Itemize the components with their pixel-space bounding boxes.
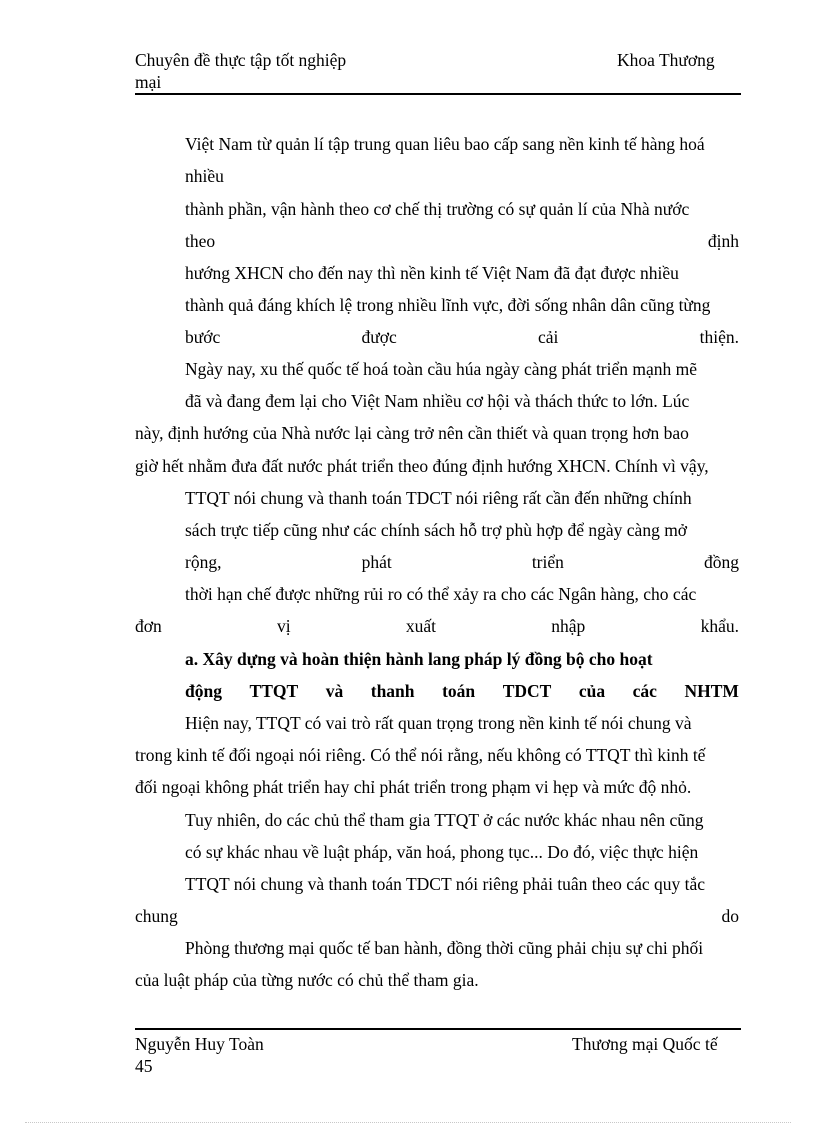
- word: vị: [277, 616, 291, 636]
- body-line-11: giờ hết nhằm đưa đất nước phát triển theo đúng định hướng XHCN. Chính vì vậy,: [135, 456, 709, 476]
- word: cải: [537, 327, 559, 347]
- word: động: [185, 681, 222, 701]
- body-line-18: trong kinh tế đối ngoại nói riêng. Có thể nói rằng, nếu không có TTQT thì kinh tế: [135, 745, 706, 765]
- body-line-8: Ngày nay, xu thế quốc tế hoá toàn cầu húa ngày càng phát triển mạnh mẽ: [185, 359, 698, 379]
- body-line-5: hướng XHCN cho đến nay thì nền kinh tế Việt Nam đã đạt được nhiều: [185, 263, 679, 283]
- word: xuất: [405, 616, 437, 636]
- body-line-9: đã và đang đem lại cho Việt Nam nhiều cơ hội và thách thức to lớn. Lúc: [185, 391, 690, 411]
- body-line-7: [185, 325, 739, 349]
- word: các: [632, 681, 657, 701]
- body-line-20: Tuy nhiên, do các chủ thể tham gia TTQT ở các nước khác nhau nên cũng: [185, 810, 704, 830]
- body-line-25: của luật pháp của từng nước có chủ thể tham gia.: [135, 970, 479, 990]
- body-line-10: này, định hướng của Nhà nước lại càng trở nên cần thiết và quan trọng hơn bao: [135, 423, 689, 443]
- word: TDCT: [502, 681, 552, 701]
- body-line-12: TTQT nói chung và thanh toán TDCT nói riêng rất cần đến những chính: [185, 488, 692, 508]
- body-line-14: [185, 550, 739, 574]
- footer-right: Thương mại Quốc tế: [572, 1034, 718, 1054]
- header-left-line2: mại: [135, 72, 162, 92]
- footer-rule: [135, 1028, 741, 1030]
- body-line-21: có sự khác nhau về luật pháp, văn hoá, phong tục... Do đó, việc thực hiện: [185, 842, 699, 862]
- body-line-2: nhiều: [185, 166, 224, 186]
- word: được: [361, 327, 397, 347]
- body-line-16: [135, 614, 739, 638]
- body-line-4: [185, 229, 739, 253]
- header-rule: [135, 93, 741, 95]
- word: TTQT: [249, 681, 299, 701]
- word: thanh: [370, 681, 415, 701]
- word: do: [721, 906, 739, 926]
- word: của: [578, 681, 606, 701]
- body-line-3: thành phần, vận hành theo cơ chế thị trường có sự quản lí của Nhà nước: [185, 199, 690, 219]
- word: bước: [185, 327, 221, 347]
- footer-page-number: 45: [135, 1056, 153, 1076]
- body-line-1: Việt Nam từ quản lí tập trung quan liêu bao cấp sang nền kinh tế hàng hoá: [185, 134, 705, 154]
- word: theo: [185, 231, 216, 251]
- header-right: Khoa Thương: [617, 50, 715, 70]
- section-heading-line-2: [185, 679, 739, 703]
- body-line-6: thành quả đáng khích lệ trong nhiều lĩnh vực, đời sống nhân dân cũng từng: [185, 295, 711, 315]
- word: đồng: [704, 552, 739, 572]
- body-line-17: Hiện nay, TTQT có vai trò rất quan trọng trong nền kinh tế nói chung và: [185, 713, 692, 733]
- footer-left-line1: Nguyễn Huy Toàn: [135, 1034, 264, 1054]
- word: khẩu.: [700, 616, 739, 636]
- word: nhập: [551, 616, 586, 636]
- word: và: [325, 681, 344, 701]
- word: NHTM: [684, 681, 739, 701]
- body-line-23: [135, 904, 739, 928]
- word: triển: [531, 552, 564, 572]
- word: định: [707, 231, 739, 251]
- word: toán: [442, 681, 476, 701]
- header-left-line1: Chuyên đề thực tập tốt nghiệp: [135, 50, 347, 70]
- body-line-13: sách trực tiếp cũng như các chính sách hỗ trợ phù hợp để ngày càng mở: [185, 520, 688, 540]
- word: rộng,: [185, 552, 222, 572]
- word: phát: [361, 552, 392, 572]
- body-line-15: thời hạn chế được những rủi ro có thể xảy ra cho các Ngân hàng, cho các: [185, 584, 697, 604]
- body-line-19: đối ngoại không phát triển hay chỉ phát triển trong phạm vi hẹp và mức độ nhỏ.: [135, 777, 692, 797]
- body-line-22: TTQT nói chung và thanh toán TDCT nói riêng phải tuân theo các quy tắc: [185, 874, 706, 894]
- word: chung: [135, 906, 178, 926]
- word: đơn: [135, 616, 162, 636]
- body-line-24: Phòng thương mại quốc tế ban hành, đồng thời cũng phải chịu sự chi phối: [185, 938, 704, 958]
- word: thiện.: [699, 327, 739, 347]
- section-heading-line-1: a. Xây dựng và hoàn thiện hành lang pháp lý đồng bộ cho hoạt: [185, 649, 653, 669]
